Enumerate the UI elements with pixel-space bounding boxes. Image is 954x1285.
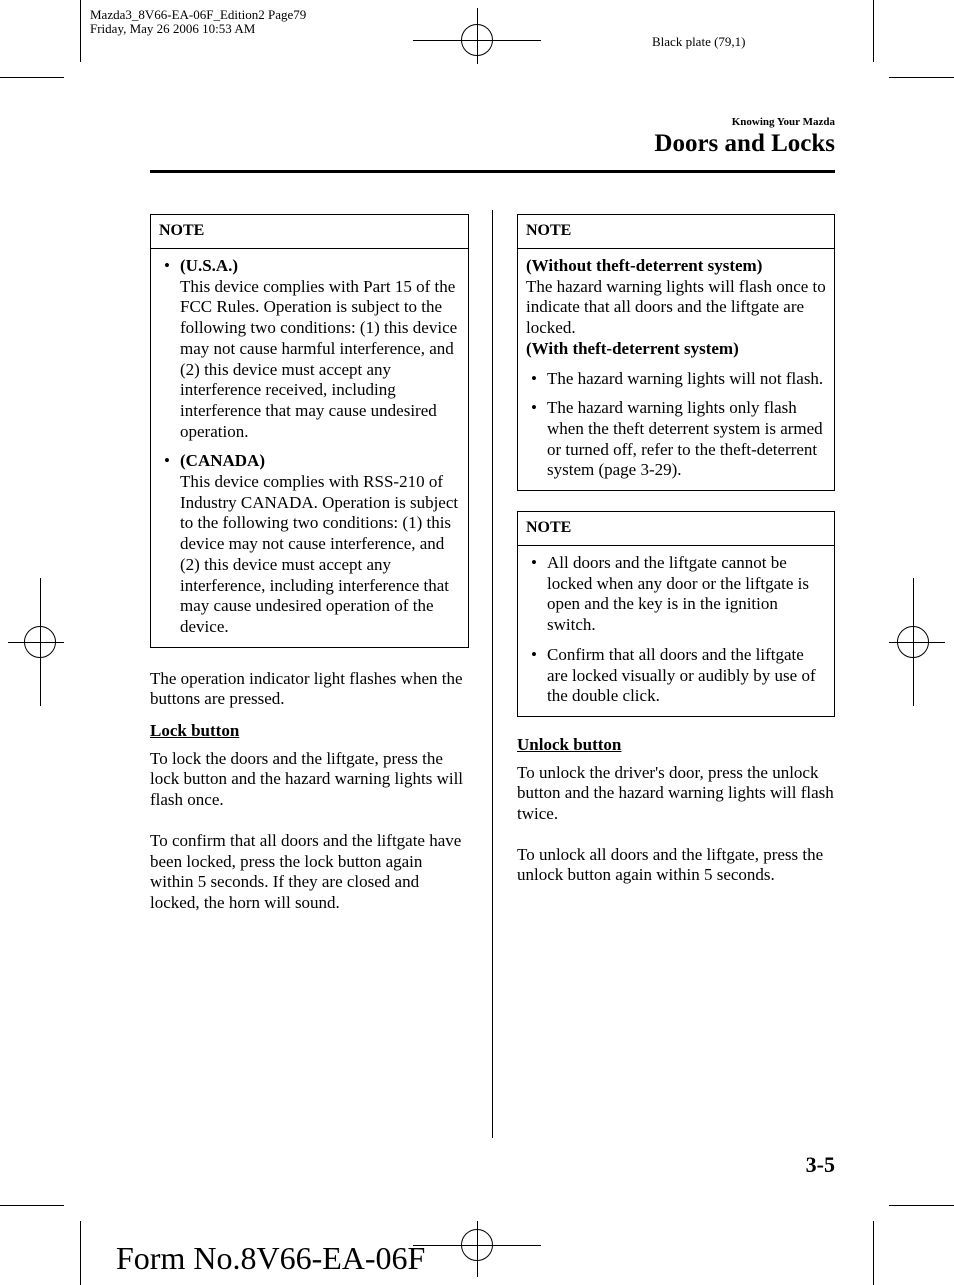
note-body <box>518 546 834 716</box>
form-number: Form No.8V66-EA-06F <box>116 1240 426 1276</box>
bullet-icon: • <box>531 553 537 573</box>
print-meta-line2: Friday, May 26 2006 10:53 AM <box>90 21 256 36</box>
lock-paragraph-2: To confirm that all doors and the liftgate have been locked, press the lock button again within 5 seconds. If they are closed and locked, the horn will sound. <box>150 830 462 912</box>
note-item-text: All doors and the liftgate cannot be locked when any door or the liftgate is open and the key is in the ignition switch. <box>547 553 810 635</box>
bullet-icon: • <box>531 398 537 418</box>
unlock-paragraph-2: To unlock all doors and the liftgate, press the unlock button again within 5 seconds. <box>517 844 824 885</box>
bullet-icon: • <box>164 451 170 471</box>
right-column <box>517 214 835 886</box>
column-divider <box>492 210 493 1138</box>
note-item-text: Confirm that all doors and the liftgate are locked visually or audibly by use of the double click. <box>547 644 816 706</box>
intro-paragraph: The operation indicator light flashes when the buttons are pressed. <box>150 668 463 709</box>
page-number: 3-5 <box>805 1152 835 1177</box>
note-item-text: The hazard warning lights will not flash. <box>547 368 824 388</box>
plate-label: Black plate (79,1) <box>652 34 746 49</box>
note-item-canada <box>159 451 460 637</box>
note-heading: NOTE <box>518 512 834 546</box>
note-item-text: This device complies with RSS-210 of Industry CANADA. Operation is subject to the following two conditions: (1) this device may not cause interference, and (2) this device must accept any interference, including interference that may cause undesired operation of the device. <box>180 472 459 636</box>
with-theft-label: (With theft-deterrent system) <box>526 338 739 358</box>
title-rule <box>150 170 835 173</box>
note-body <box>518 249 834 490</box>
note-item <box>526 369 826 390</box>
note-item-usa <box>159 256 460 442</box>
note-heading: NOTE <box>151 215 468 249</box>
without-theft-label: (Without theft-deterrent system) <box>526 256 763 275</box>
note-item <box>526 645 826 707</box>
bullet-icon: • <box>531 368 537 388</box>
note-item <box>526 398 826 481</box>
print-metadata <box>90 8 306 36</box>
section-label: Knowing Your Mazda <box>731 116 835 128</box>
note-box-hazard <box>517 214 835 491</box>
note-box-fcc <box>150 214 469 648</box>
bullet-icon: • <box>164 256 170 275</box>
bullet-icon: • <box>531 644 537 664</box>
page-title: Doors and Locks <box>654 130 835 157</box>
note-heading: NOTE <box>518 215 834 249</box>
left-column <box>150 214 469 914</box>
lock-button-heading: Lock button <box>150 721 240 741</box>
note-body <box>151 249 468 647</box>
note-item-text: This device complies with Part 15 of the FCC Rules. Operation is subject to the following two conditions: (1) this device may not cause harmful interference, and (2) this device must accept any interference received, including interference that may cause undesired operation. <box>180 276 458 441</box>
note-box-lock-conditions <box>517 511 835 717</box>
note-item <box>526 553 826 636</box>
print-meta-line1: Mazda3_8V66-EA-06F_Edition2 Page79 <box>90 7 307 22</box>
lock-paragraph-1: To lock the doors and the liftgate, press the lock button and the hazard warning lights will flash once. <box>150 748 464 810</box>
note-item-label: (CANADA) <box>180 451 265 471</box>
unlock-paragraph-1: To unlock the driver's door, press the unlock button and the hazard warning lights will flash twice. <box>517 762 834 824</box>
unlock-button-heading: Unlock button <box>517 734 622 754</box>
without-theft-text: The hazard warning lights will flash once to indicate that all doors and the liftgate are locked. <box>526 276 826 338</box>
note-item-label: (U.S.A.) <box>180 256 239 275</box>
note-item-text: The hazard warning lights only flash when the theft deterrent system is armed or turned off, refer to the theft-deterrent system (page 3-29). <box>547 398 823 480</box>
